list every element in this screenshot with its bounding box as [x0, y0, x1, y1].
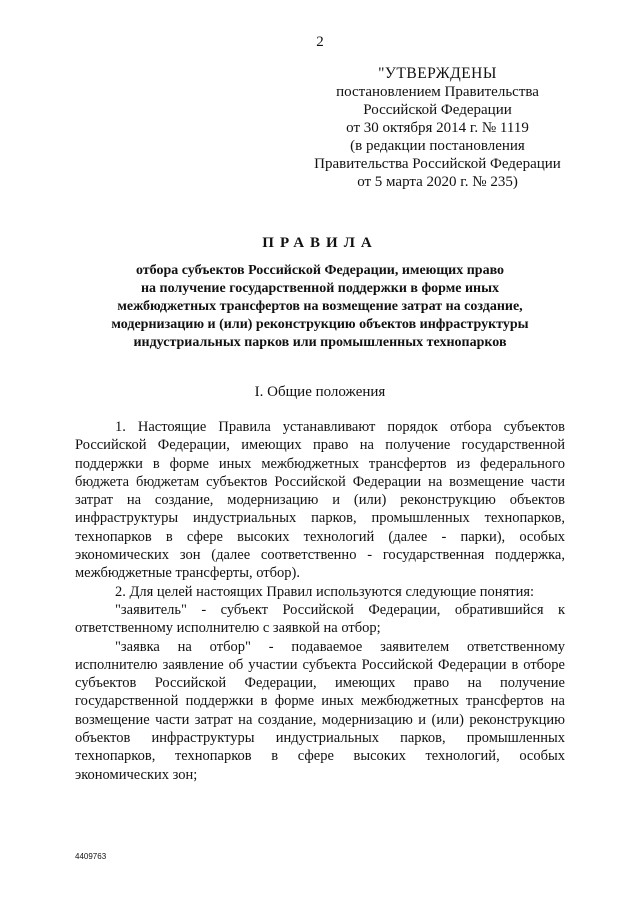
- approval-line: "УТВЕРЖДЕНЫ: [378, 65, 497, 82]
- approval-line: постановлением Правительства: [336, 84, 539, 100]
- subtitle-line: индустриальных парков или промышленных технопарков: [133, 335, 507, 350]
- paragraph: "заявитель" - субъект Российской Федерации, обратившийся к ответственному исполнителю с заявкой на отбор;: [75, 601, 565, 637]
- approval-line: (в редакции постановления: [350, 138, 525, 154]
- document-title: ПРАВИЛА: [262, 235, 378, 251]
- footer-document-code: 4409763: [75, 852, 107, 861]
- subtitle-line: отбора субъектов Российской Федерации, имеющих право: [135, 263, 505, 278]
- approval-line: Правительства Российской Федерации: [314, 156, 561, 172]
- section-heading: I. Общие положения: [254, 384, 386, 400]
- paragraph: 1. Настоящие Правила устанавливают порядок отбора субъектов Российской Федерации, имеющих право на получение государственной поддержки в форме иных межбюджетных трансфертов из федерального бюджета бюджетам субъектов Российской Федерации на возмещение части затрат на создание, модернизацию и (или) реконструкцию объектов инфраструктуры индустриальных парков, промышленных технопарков, технопарков в сфере высоких технологий (далее - парки), особых экономических зон (далее соответственно - государственная поддержка, межбюджетные трансферты, отбор).: [75, 419, 565, 582]
- document-body: [75, 418, 565, 784]
- approval-line: Российской Федерации: [363, 102, 512, 118]
- paragraph: "заявка на отбор" - подаваемое заявителем ответственному исполнителю заявление об участии субъекта Российской Федерации в отборе субъектов Российской Федерации, имеющих право на получение государственной поддержки в форме иных межбюджетных трансфертов на возмещение части затрат на создание, модернизацию и (или) реконструкцию объектов инфраструктуры индустриальных парков, промышленных технопарков, технопарков в сфере высоких технологий, особых экономических зон;: [75, 638, 565, 783]
- subtitle-line: межбюджетных трансфертов на возмещение затрат на создание,: [117, 299, 523, 314]
- subtitle-line: на получение государственной поддержки в форме иных: [140, 281, 500, 296]
- approval-stamp-block: [300, 65, 575, 191]
- approval-line: от 30 октября 2014 г. № 1119: [346, 120, 529, 136]
- document-subtitle: [90, 262, 550, 352]
- approval-line: от 5 марта 2020 г. № 235): [357, 174, 518, 190]
- subtitle-line: модернизацию и (или) реконструкцию объектов инфраструктуры: [111, 317, 529, 332]
- paragraph: 2. Для целей настоящих Правил используются следующие понятия:: [115, 583, 535, 600]
- page-number: 2: [316, 34, 324, 50]
